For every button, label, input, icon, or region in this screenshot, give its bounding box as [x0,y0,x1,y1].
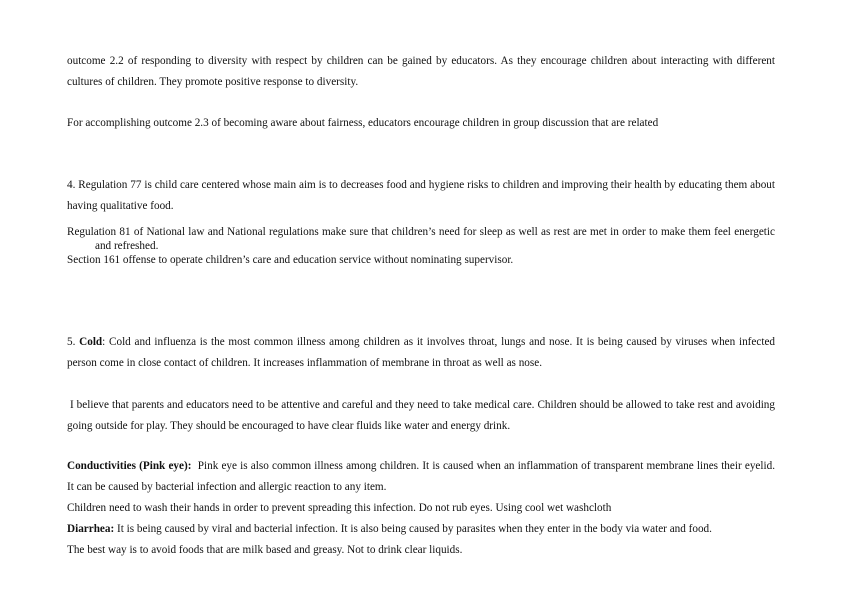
pink-eye-text: Pink eye is also common illness among children. It is caused when an inflammation of transparent membrane lines their eyelid. It can be caused by bacterial infection and allergic reaction to any item. [67,460,778,493]
paragraph-wash-hands: Children need to wash their hands in order to prevent spreading this infection. Do not rub eyes. Using cool wet washcloth [67,502,612,514]
diarrhea-text: It is being caused by viral and bacterial infection. It is also being caused by parasites when they enter in the body via water and food. [114,523,712,535]
cold-heading: Cold [79,336,103,348]
pink-eye-heading: Conductivities (Pink eye): [67,460,192,472]
paragraph-pink-eye [67,456,778,498]
paragraph-best-way: The best way is to avoid foods that are milk based and greasy. Not to drink clear liquids. [67,544,463,556]
paragraph-diarrhea [67,519,775,540]
paragraph-parents-educators: I believe that parents and educators need to be attentive and careful and they need to take medical care. Children should be allowed to take rest and avoiding going outside for play. They should be encouraged to have clear fluids like water and energy drink. [67,399,778,432]
paragraph-regulation-81: Regulation 81 of National law and National regulations make sure that children’s need for sleep as well as rest are met in order to make them feel energetic and refreshed. [67,226,775,252]
cold-text: : Cold and influenza is the most common illness among children as it involves throat, lungs and nose. It is being caused by viruses when infected person come in close contact of children. It increases inflammation of membrane in throat as well as nose. [67,336,776,369]
paragraph-outcome-2-2: outcome 2.2 of responding to diversity with respect by children can be gained by educators. As they encourage children about interacting with different cultures of children. They promote positive response to diversity. [67,55,775,88]
paragraph-regulation-77: 4. Regulation 77 is child care centered whose main aim is to decreases food and hygiene risks to children and improving their health by educating them about having qualitative food. [67,179,775,212]
diarrhea-heading: Diarrhea: [67,523,115,535]
paragraph-section-161: Section 161 offense to operate children’s care and education service without nominating supervisor. [67,254,514,266]
paragraph-cold [67,332,775,374]
cold-number: 5. [67,336,80,348]
paragraph-outcome-2-3: For accomplishing outcome 2.3 of becoming aware about fairness, educators encourage children in group discussion that are related [67,117,659,129]
